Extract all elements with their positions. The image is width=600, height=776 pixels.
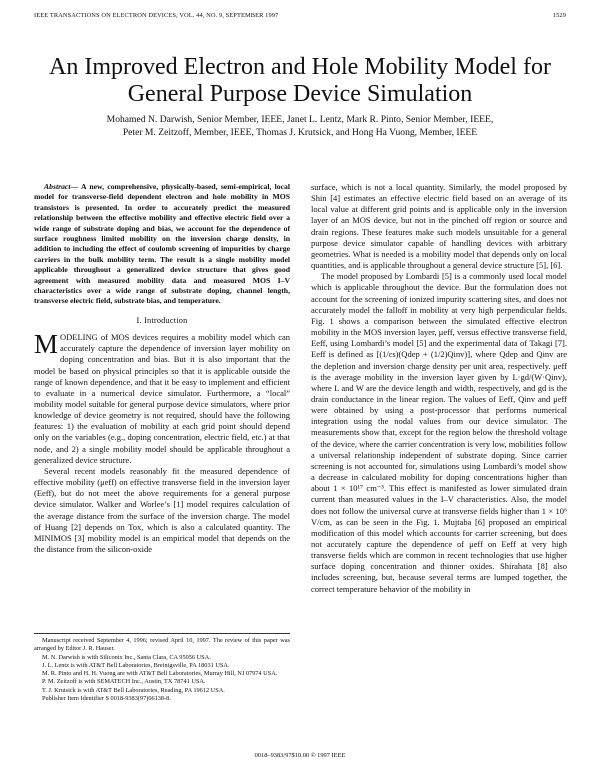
intro-paragraph-1 [34, 329, 290, 466]
intro-paragraph-2: Several recent models reasonably fit the measured dependence of effective mobility (μeff) on effective transverse field in the inversion layer (Eeff), but do not meet the above requirements for a general purpose device simulator. Walker and Worlee’s [1] model requires calculation of the average distance from the surface of the inversion charge. The model of Huang [2] depends on Tox, which is also a calculated quantity. The MINIMOS [3] mobility model is an empirical model that depends on the the distance from the silicon-oxide [34, 465, 290, 554]
intro-paragraph-3: surface, which is not a local quantity. Similarly, the model proposed by Shin [4] estimates an effective electric field based on an average of its local value at different grid points and is applicable only in the inversion layer of an MOS device, but not in the pinched off region or source and drain regions. These features make such models unsuitable for a general purpose device simulator capable of handling devices with arbitrary geometries. What is needed is a mobility model that depends only on local quantities, and is applicable throughout a general device structure [5], [6]. [311, 182, 567, 271]
footnote-publisher-id: Publisher Item Identifier S 0018-9383(97)06138-8. [42, 695, 171, 703]
section-heading-introduction: I. Introduction [136, 315, 188, 325]
right-column [311, 182, 567, 595]
footnotes [34, 633, 290, 703]
author-line-1: Mohamed N. Darwish, Senior Member, IEEE, Janet L. Lentz, Mark R. Pinto, Senior Member, IEEE, [106, 114, 494, 125]
footnote-manuscript: Manuscript received September 4, 1996; revised April 10, 1997. The review of this paper was arranged by Editor J. R. Hauser. [34, 637, 290, 653]
intro-paragraph-1-text: ODELING of MOS devices requires a mobility model which can accurately capture the dependence of inversion layer mobility on doping concentration and bias. But it is also important that the model be based on physical principles so that it is applicable outside the range of known dependence, and that it be easy to implement and efficient to evaluate in a numerical device simulator. Furthermore, a “local” mobility model suitable for general purpose device simulators, where prior knowledge of device geometry is not required, should have the following features: 1) the evaluation of mobility at each grid point should depend only on the variables (e.g., doping concentration, electric field, etc.) at that node, and 2) a single mobility model should be applicable throughout a generalized device structure. [34, 332, 290, 465]
footnote-affiliation: M. N. Darwish is with Siliconix Inc., Santa Clara, CA 95056 USA. [42, 653, 211, 661]
abstract [34, 182, 290, 307]
paper-title: An Improved Electron and Hole Mobility Model for General Purpose Device Simulation [49, 54, 551, 107]
footnote-affiliation: M. R. Pinto and H. H. Vuong are with AT&T Bell Laboratories, Murray Hill, NJ 07974 USA. [42, 670, 278, 678]
abstract-text: A new, comprehensive, physically-based, semi-empirical, local model for transverse-field dependent electron and hole mobility in MOS transistors is presented. In order to accurately predict the measured relationship between the effective mobility and effective electric field over a wide range of substrate doping and bias, we account for the dependence of surface roughness limited mobility on the inversion charge density, in addition to including the effect of coulomb screening of impurities by charge carriers in the bulk mobility term. The result is a single mobility model applicable throughout a generalized device structure that gives good agreement with measured mobility data and measured MOS I–V characteristics over a wide range of substrate doping, channel length, transverse electric field, substrate bias, and temperature. [34, 182, 291, 306]
drop-cap: M [34, 329, 59, 360]
left-column [34, 182, 290, 555]
journal-header: IEEE TRANSACTIONS ON ELECTRON DEVICES, VOL. 44, NO. 9, SEPTEMBER 1997 [34, 12, 279, 19]
author-list [40, 114, 560, 139]
footnote-affiliation: T. J. Krutsick is with AT&T Bell Laboratories, Reading, PA 19612 USA. [42, 686, 225, 694]
author-line-2: Peter M. Zeitzoff, Member, IEEE, Thomas J. Krutsick, and Hong Ha Vuong, Member, IEEE [122, 126, 478, 138]
running-head [34, 12, 566, 22]
intro-paragraph-4: The model proposed by Lombardi [5] is a commonly used local model which is applicable throughout the device. But the formulation does not account for the screening of ionized impurity scattering sites, and does not accurately model the falloff in mobility at very high perpendicular fields. Fig. 1 shows a comparison between the simulated effective electron mobility in the MOS inversion layer, μeff, versus effective transverse field, Eeff, using Lombardi’s model [5] and the experimental data of Takagi [7]. Eeff is defined as [(1/εs)(Qdep + (1/2)Qinv)], where Qdep and Qinv are the depletion and inversion charge density per unit area, respectively. μeff is the average mobility in the inversion layer given by L·gd/(W·Qinv), where L and W are the device length and width, respectively, and gd is the drain conductance in the linear region. The values of Eeff, Qinv and μeff were obtained by using a post-processor that performs numerical integration using the nodal values from our device simulator. The measurements show that, except for the region below the threshold voltage of the device, where the carrier concentration is very low, mobilities follow a universal relationship independent of substrate doping. Since carrier screening is not accounted for, simulations using Lombardi’s model show a decrease in calculated mobility for doping concentrations higher than about 1 × 10¹⁷ cm⁻³. This effect is manifested as lower simulated drain current than measured values in the I–V characteristics. Also, the model does not follow the universal curve at transverse fields higher than 1 × 10⁶ V/cm, as can be seen in the Fig. 1. Mujtaba [6] proposed an empirical modification of this model which accounts for carrier screening, but does not accurately capture the dependence of μeff on Eeff at very high transverse fields which are common in recent technologies that use higher surface doping concentration and thinner oxides. Shirahata [8] also includes screening, but, because several terms are lumped together, the correct temperature behavior of the mobility in [311, 271, 568, 594]
abstract-label: Abstract— [44, 182, 79, 191]
copyright-line: 0018–9383/97$10.00 © 1997 IEEE [254, 752, 346, 759]
footnote-affiliation: J. L. Lentz is with AT&T Bell Laboratories, Breinigsville, PA 18031 USA. [42, 661, 230, 669]
page-number: 1529 [552, 12, 566, 19]
footnote-affiliation: P. M. Zeitzoff is with SEMATECH Inc., Austin, TX 78741 USA. [42, 678, 206, 686]
